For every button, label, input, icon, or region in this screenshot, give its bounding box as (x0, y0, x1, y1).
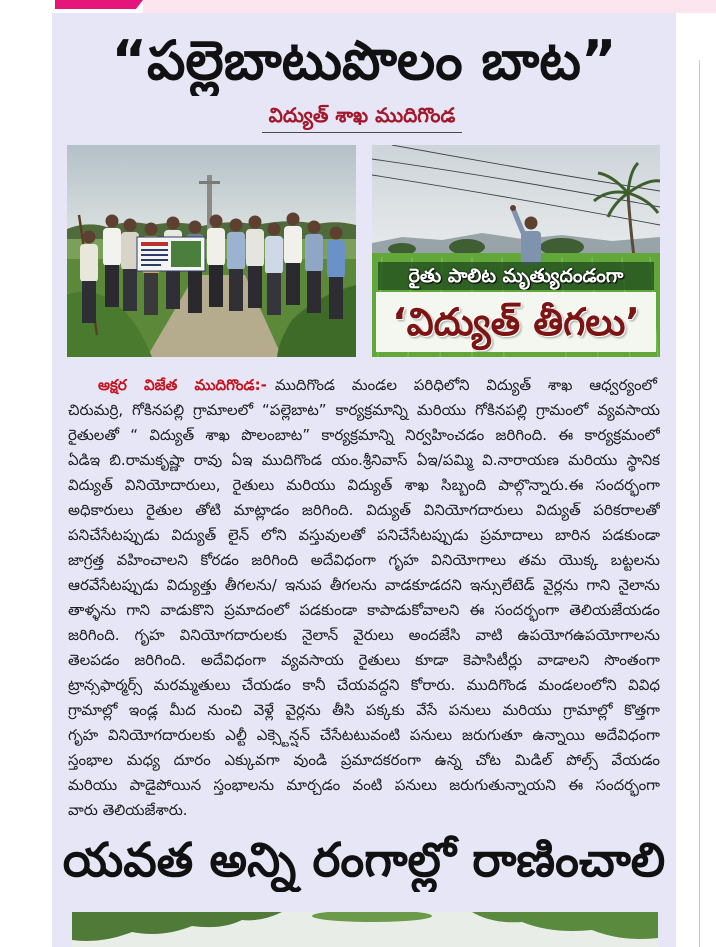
next-article-photo (72, 912, 658, 947)
body-line: విద్యుత్ వినియోదారులు, రైతులు మరియు విద్యుత్ శాఖ సిబ్బంది పాల్గొన్నారు.ఈ సందర్భంగా (68, 476, 660, 494)
body-line: చిరుమర్రి, గోకినపల్లి గ్రామాలలో “పల్లెబాట” కార్యక్రమాన్ని మరియు గోకినపల్లి గ్రామంలో వ్యవసాయ (68, 401, 660, 419)
photo-caption-top: రైతు పాలిట మృత్యుదండంగా (378, 262, 654, 290)
body-line: జాగ్రత్త వహించాలని కోరడం జరిగింది అదేవిధంగా గృహ వినియోగాలు తమ యొక్క బట్టలను (68, 551, 660, 569)
next-article-headline: యవత అన్ని రంగాల్లో రాణించాలి (62, 833, 666, 888)
article-body (68, 373, 660, 823)
body-line: ఏడిఇ బి.రామకృష్ణా రావు ఏఇ ముదిగొండ యం.శ్రీనివాస్ ఏఇ/పమ్మి వి.నారాయణ మరియు స్థానిక (68, 451, 660, 469)
body-line: జరిగింది. గృహ వినియోగదారులకు నైలాన్ వైరులు అందజేసి వాటి ఉపయోగఉపయోగాలను (68, 626, 660, 644)
byline-underline (262, 132, 462, 133)
person (103, 215, 121, 308)
field-visit-illustration (67, 145, 356, 357)
body-line: అధికారులు రైతుల తోటి మాట్లాడం జరిగింది. విద్యుత్ వినియోగదారులు విద్యుత్ పరికరాలతో (68, 501, 660, 519)
person (284, 213, 302, 306)
body-line: తాళ్ళను గాని వాడుకొని ప్రమాదంలో పడకుండా కాపాడుకోవాలని ఈ సందర్భంగా తెలియజేయడం (68, 601, 660, 619)
pole-crossarm (199, 181, 220, 184)
body-line: పనిచేసేటప్పుడు విద్యుత్ లైన్ లోని వస్తువులతో పనిచేసేటప్పుడు ప్రమాదాలు బారిన పడకుండా (68, 526, 660, 544)
body-line: మరియు పాడైపోయిన స్తంభాలను మార్చడం వంటి పనులు జరుగుతున్నాయని ఈ సందర్భంగా (68, 776, 660, 794)
banner (137, 237, 205, 271)
person (227, 219, 245, 312)
article-byline: విద్యుత్ శాఖ ముదిగొండ (268, 103, 456, 127)
person (265, 223, 283, 316)
person (305, 221, 323, 314)
top-accent-bar (55, 0, 143, 9)
next-article-illustration (72, 912, 658, 947)
photo-caption-big: ‘విద్యుత్ తీగలు’ (376, 292, 656, 352)
body-line: తెలపడం జరిగింది. అదేవిధంగా వ్యవసాయ రైతులు కూడా కెపాసిటీర్లు వాడాలని సొంతంగా (68, 651, 660, 669)
body-line: ట్రాన్సఫార్మర్స్ మరమ్మతులు చేయడం కానీ చేయవద్దని కోరారు. ముదిగొండ మండలంలోని వివిధ (68, 676, 660, 694)
body-line: రైతులతో “ విద్యుత్ శాఖ పొలంబాట” కార్యక్రమాన్ని నిర్వహించడం జరిగింది. ఈ కార్యక్రమంలో (68, 426, 660, 444)
body-line: గ్రామాల్లో ఇండ్ల మీద నుంచి వెళ్లే వైర్లను తీసి పక్కకు వేసే పనులు మరియు గ్రామాల్లో కొత్తగా (68, 701, 660, 719)
person (246, 216, 264, 309)
column-divider (699, 60, 700, 947)
body-line-lead (98, 373, 660, 398)
body-line: ముదిగొండ మండల పరిధిలోని విద్యుత్ శాఖ ఆధ్వర్యంలో (274, 376, 657, 394)
body-line: స్తంభాల మధ్య దూరం ఎక్కువగా వుండి ప్రమాదకరంగా ఉన్న చోట మిడిల్ పోల్స్ వేయడం (68, 751, 660, 769)
article-headline: “పల్లెబాటుపొలం బాట” (111, 29, 617, 92)
person (327, 227, 345, 320)
top-tint-strip (143, 0, 716, 13)
dateline: అక్షర విజేత ముదిగొండ:- (98, 376, 267, 394)
person (80, 231, 98, 324)
person (207, 215, 225, 308)
body-line: గృహ వినియోగదారులకు ఎల్టీ ఎక్స్టెన్షన్ చేసేటటువంటి పనులు జరుగుతూ ఉన్నాయి అదేవిధంగా (68, 726, 660, 744)
body-line-last: వారు తెలియజేశారు. (68, 801, 188, 819)
field-visit-photo (67, 145, 356, 357)
body-line: ఆరవేసేటప్పుడు విద్యుత్తు తీగలను/ ఇనుప తీగలను వాడకూడదని ఇన్సులేటెడ్ వైర్లను గాని నైలాను (68, 576, 660, 594)
person (121, 219, 139, 312)
